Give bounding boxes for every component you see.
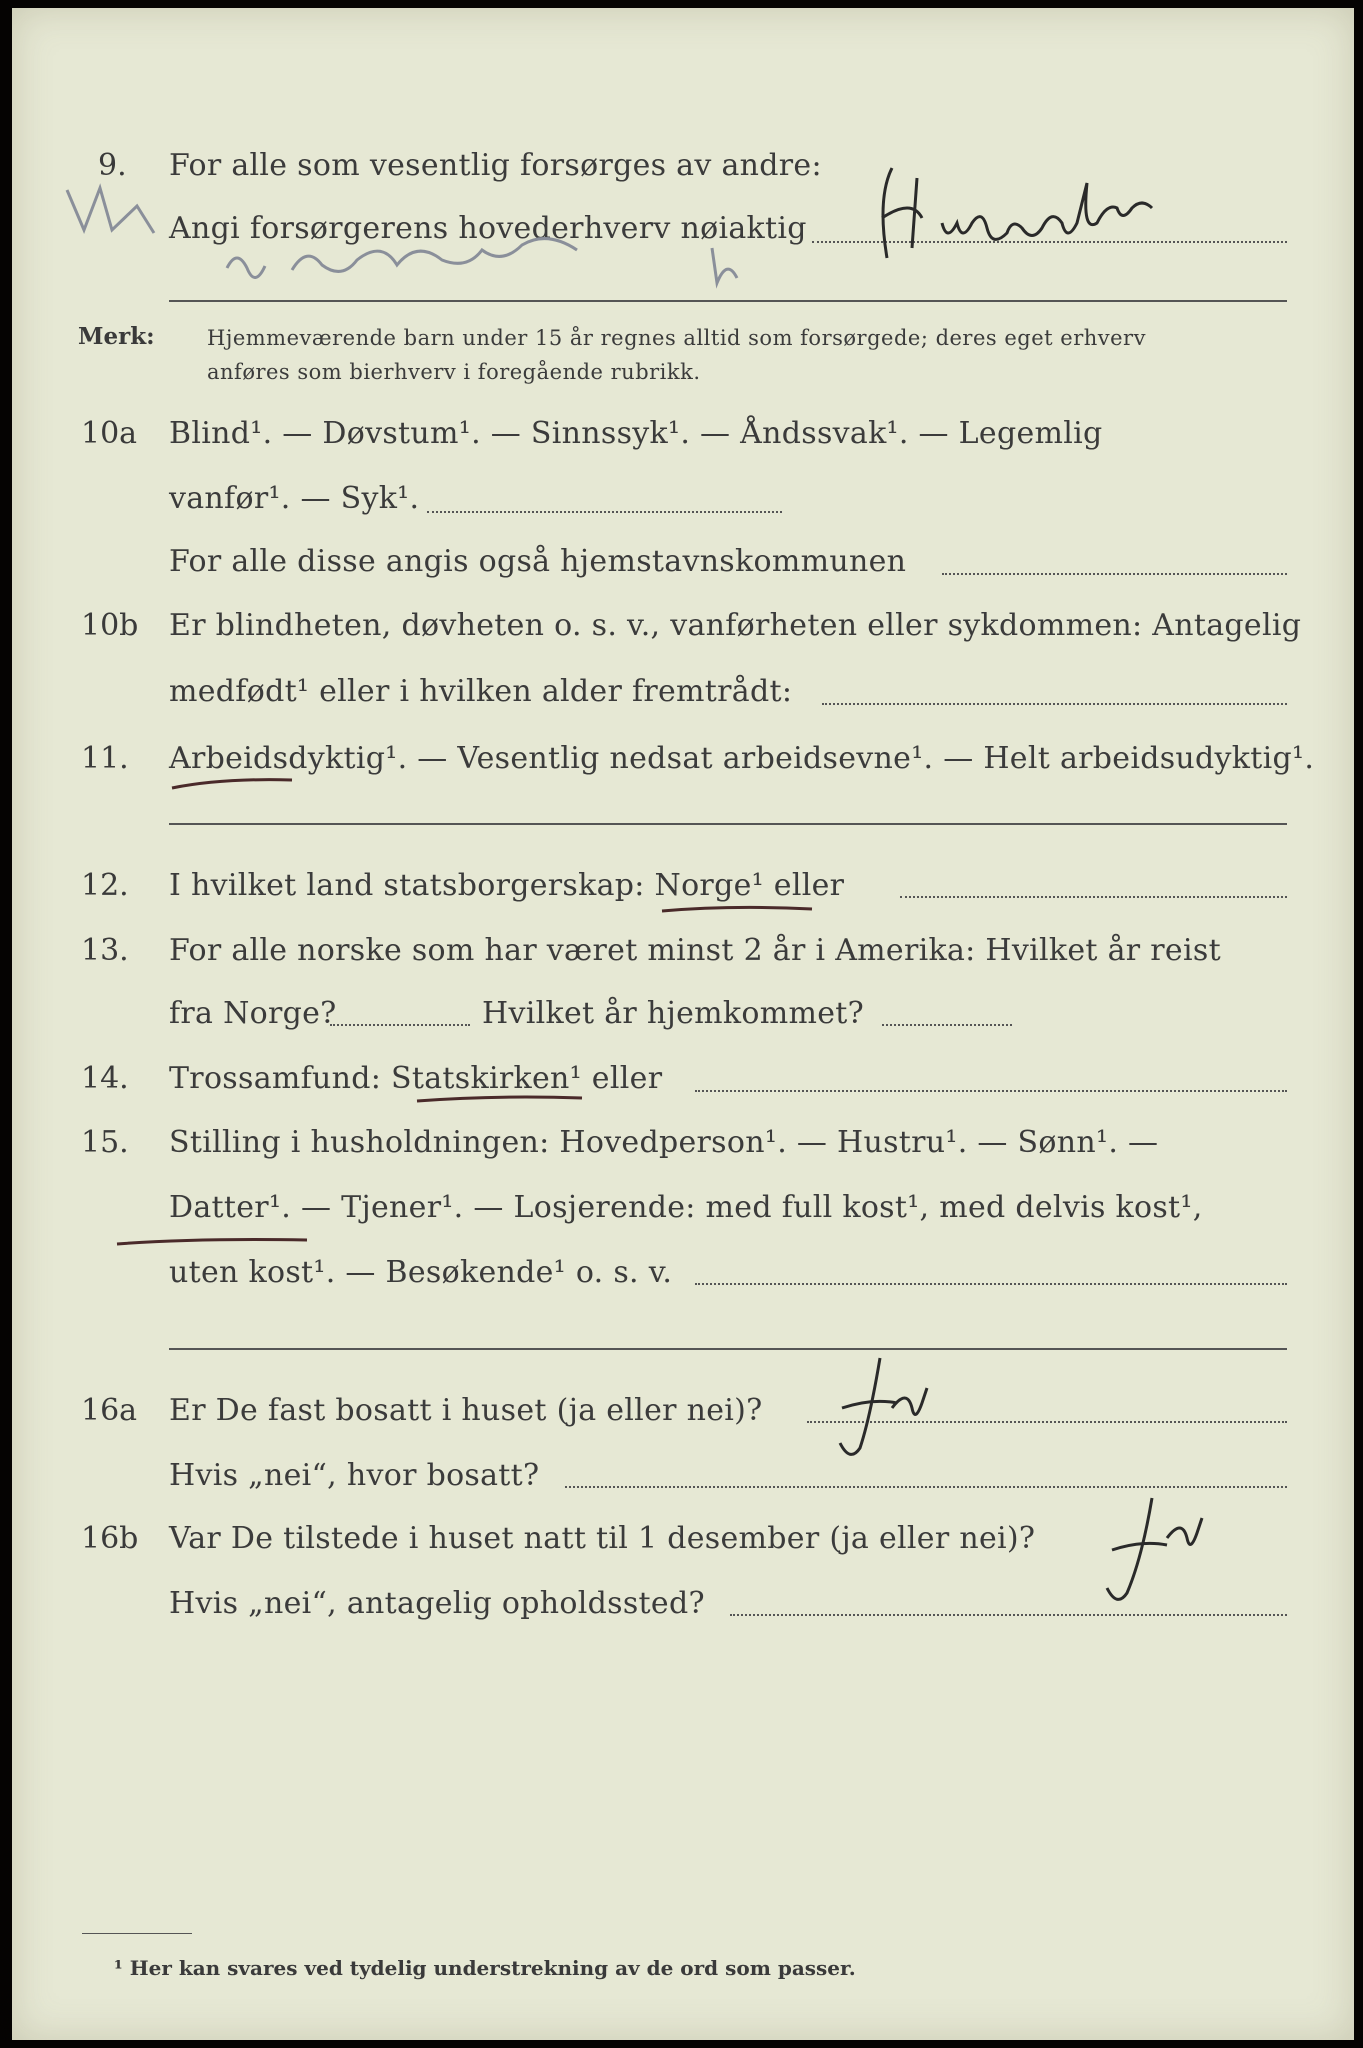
q10a-line3: For alle disse angis også hjemstavnskommunen (169, 544, 907, 579)
underline-datter (117, 1240, 307, 1245)
q16a-line2: Hvis „nei“, hvor bosatt? (169, 1458, 540, 1493)
q13-line2a: fra Norge? (169, 996, 337, 1031)
q13-line1: For alle norske som har været minst 2 år i Amerika: Hvilket år reist (169, 933, 1221, 968)
q16b-opholdssted-line (730, 1614, 1287, 1616)
q16a-handwritten-answer (840, 1358, 927, 1454)
q12-number: 12. (81, 868, 129, 903)
q15-line1: Stilling i husholdningen: Hovedperson¹. — Hustru¹. — Sønn¹. — (169, 1125, 1159, 1160)
q9-answer-line (812, 241, 1287, 243)
pencil-check-mark (67, 188, 154, 233)
q16b-line1: Var De tilstede i huset natt til 1 desember (ja eller nei)? (169, 1521, 1036, 1556)
census-form-page (12, 8, 1354, 2040)
merk-line2: anføres som bierhverv i foregående rubrikk. (207, 360, 701, 384)
footnote-rule (82, 1933, 192, 1934)
q10b-line1: Er blindheten, døvheten o. s. v., vanførheten eller sykdommen: Antagelig (169, 608, 1302, 643)
q10b-number: 10b (81, 608, 139, 643)
q10a-syk-line (427, 511, 782, 513)
q14-answer-line (695, 1090, 1287, 1092)
q11-rule (169, 823, 1287, 825)
q15-number: 15. (81, 1125, 129, 1160)
q16b-handwritten-answer (1107, 1498, 1202, 1599)
q16b-number: 16b (81, 1521, 139, 1556)
footnote: ¹ Her kan svares ved tydelig understrekning av de ord som passer. (114, 1956, 856, 1980)
q10b-answer-line (822, 703, 1287, 705)
q13-number: 13. (81, 933, 129, 968)
merk-line1: Hjemmeværende barn under 15 år regnes alltid som forsørgede; deres eget erhverv (207, 326, 1146, 350)
q11-number: 11. (81, 741, 129, 776)
q13-hjemkommet-line (882, 1024, 1012, 1026)
q13-line2b: Hvilket år hjemkommet? (482, 996, 865, 1031)
q15-rule (169, 1348, 1287, 1350)
underline-arbeidsdyktig (172, 780, 292, 788)
q11-line1: Arbeidsdyktig¹. — Vesentlig nedsat arbeidsevne¹. — Helt arbeidsudyktig¹. (169, 741, 1315, 776)
q16a-line1: Er De fast bosatt i huset (ja eller nei)? (169, 1393, 763, 1428)
q16a-bosatt-line (565, 1486, 1287, 1488)
underline-statskirken (417, 1097, 582, 1101)
underline-norge (662, 907, 812, 911)
q14-number: 14. (81, 1061, 129, 1096)
q9-line1: For alle som vesentlig forsørges av andre: (169, 148, 822, 183)
q15-answer-line (695, 1283, 1287, 1285)
q15-line3: uten kost¹. — Besøkende¹ o. s. v. (169, 1255, 673, 1290)
q9-number: 9. (98, 148, 127, 183)
q10a-line1: Blind¹. — Døvstum¹. — Sinnssyk¹. — Åndssvak¹. — Legemlig (169, 416, 1103, 451)
merk-label: Merk: (78, 323, 155, 350)
q13-reist-line (330, 1024, 470, 1026)
q12-line1: I hvilket land statsborgerskap: Norge¹ eller (169, 868, 845, 903)
q16a-number: 16a (81, 1393, 138, 1428)
q10a-line2: vanfør¹. — Syk¹. (169, 481, 420, 516)
q15-line2: Datter¹. — Tjener¹. — Losjerende: med full kost¹, med delvis kost¹, (169, 1190, 1203, 1225)
q9-line2: Angi forsørgerens hovederhverv nøiaktig (169, 211, 807, 246)
q16a-answer-line (807, 1421, 1287, 1423)
q10a-number: 10a (81, 416, 138, 451)
q9-rule (169, 300, 1287, 302)
q12-answer-line (900, 896, 1287, 898)
q10a-hjemstavn-line (942, 573, 1287, 575)
q14-line1: Trossamfund: Statskirken¹ eller (169, 1061, 663, 1096)
q9-handwritten-answer (882, 168, 1164, 258)
q16b-line2: Hvis „nei“, antagelig opholdssted? (169, 1586, 705, 1621)
q10b-line2: medfødt¹ eller i hvilken alder fremtrådt: (169, 674, 793, 709)
